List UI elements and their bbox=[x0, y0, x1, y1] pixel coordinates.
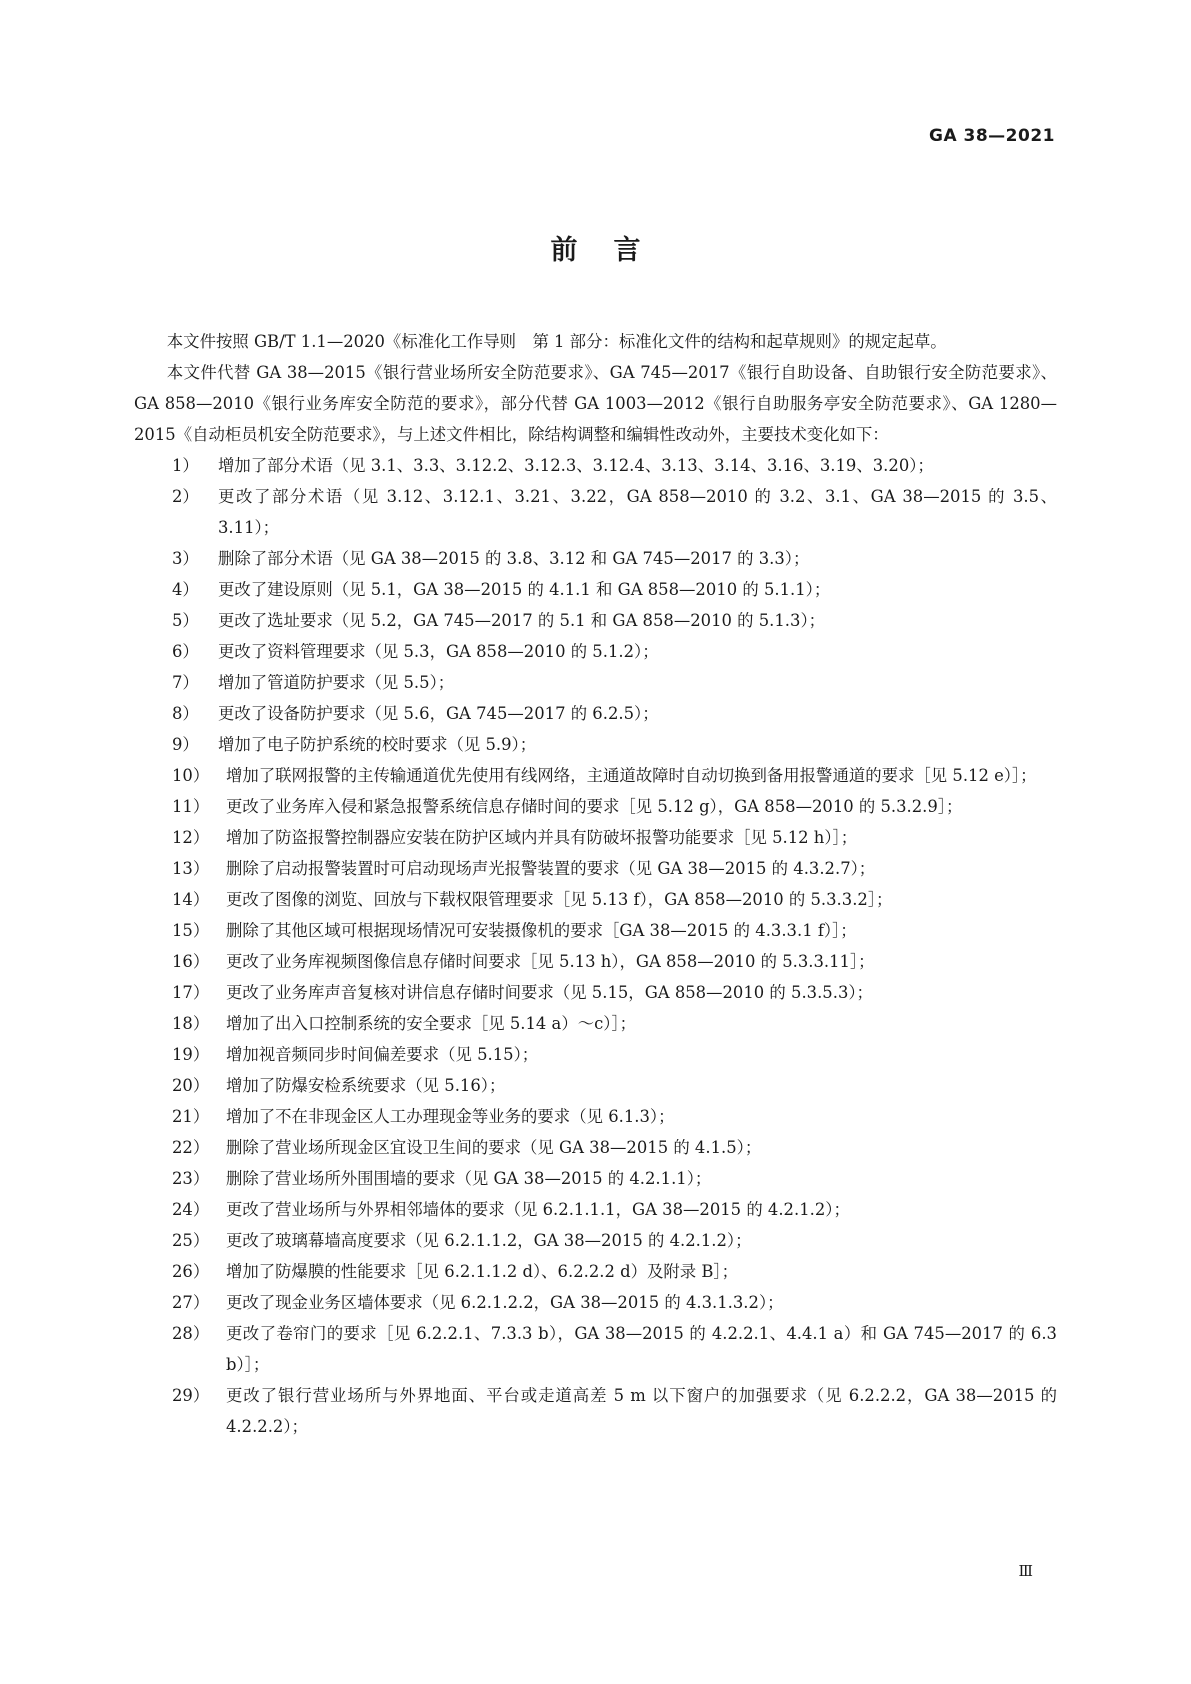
list-item-number: 6） bbox=[172, 642, 199, 661]
list-item bbox=[134, 791, 1057, 822]
list-item-number: 9） bbox=[172, 735, 199, 754]
list-item-number: 14） bbox=[172, 890, 210, 909]
list-item-text: 更改了选址要求（见 5.2，GA 745—2017 的 5.1 和 GA 858—2010 的 5.1.3）； bbox=[218, 611, 826, 630]
list-item-number: 2） bbox=[172, 487, 199, 506]
list-item bbox=[134, 1163, 1057, 1194]
list-item-text: 增加了部分术语（见 3.1、3.3、3.12.2、3.12.3、3.12.4、3.13、3.14、3.16、3.19、3.20）； bbox=[218, 456, 934, 475]
list-item bbox=[134, 1132, 1057, 1163]
list-item-text: 更改了业务库声音复核对讲信息存储时间要求（见 5.15，GA 858—2010 的 5.3.5.3）； bbox=[226, 983, 873, 1002]
list-item bbox=[134, 574, 1057, 605]
page-title: 前言 bbox=[550, 235, 677, 266]
list-item bbox=[134, 1194, 1057, 1225]
list-item-text: 更改了建设原则（见 5.1，GA 38—2015 的 4.1.1 和 GA 858—2010 的 5.1.1）； bbox=[218, 580, 831, 599]
list-item-text: 增加了防爆膜的性能要求［见 6.2.1.1.2 d）、6.2.2.2 d）及附录 B］； bbox=[226, 1262, 738, 1281]
list-item bbox=[134, 977, 1057, 1008]
list-item-number: 15） bbox=[172, 921, 210, 940]
list-item-text: 删除了启动报警装置时可启动现场声光报警装置的要求（见 GA 38—2015 的 4.3.2.7）； bbox=[226, 859, 876, 878]
list-item-number: 24） bbox=[172, 1200, 210, 1219]
list-item-text: 增加了电子防护系统的校时要求（见 5.9）； bbox=[218, 735, 537, 754]
technical-changes-list bbox=[134, 450, 1057, 1442]
list-item-text: 删除了其他区域可根据现场情况可安装摄像机的要求［GA 38—2015 的 4.3.3.1 f）］； bbox=[226, 921, 857, 940]
list-item-text: 更改了卷帘门的要求［见 6.2.2.1、7.3.3 b），GA 38—2015 的 4.2.2.1、4.4.1 a）和 GA 745—2017 的 6.3 b）］； bbox=[226, 1324, 1057, 1374]
list-item-text: 增加了联网报警的主传输通道优先使用有线网络，主通道故障时自动切换到备用报警通道的要求［见 5.12 e）］； bbox=[226, 766, 1037, 785]
standard-code: GA 38—2021 bbox=[928, 126, 1055, 146]
list-item-number: 23） bbox=[172, 1169, 210, 1188]
list-item bbox=[134, 853, 1057, 884]
list-item-text: 删除了营业场所外围围墙的要求（见 GA 38—2015 的 4.2.1.1）； bbox=[226, 1169, 712, 1188]
list-item-text: 更改了资料管理要求（见 5.3，GA 858—2010 的 5.1.2）； bbox=[218, 642, 659, 661]
list-item-text: 更改了图像的浏览、回放与下载权限管理要求［见 5.13 f），GA 858—2010 的 5.3.3.2］； bbox=[226, 890, 893, 909]
list-item-text: 增加了不在非现金区人工办理现金等业务的要求（见 6.1.3）； bbox=[226, 1107, 675, 1126]
list-item-number: 5） bbox=[172, 611, 199, 630]
list-item-text: 更改了部分术语（见 3.12、3.12.1、3.21、3.22，GA 858—2010 的 3.2、3.1、GA 38—2015 的 3.5、3.11）； bbox=[218, 487, 1057, 537]
list-item-text: 增加了防爆安检系统要求（见 5.16）； bbox=[226, 1076, 506, 1095]
list-item bbox=[134, 1287, 1057, 1318]
list-item bbox=[134, 946, 1057, 977]
list-item bbox=[134, 915, 1057, 946]
list-item-text: 更改了业务库入侵和紧急报警系统信息存储时间的要求［见 5.12 g），GA 858—2010 的 5.3.2.9］； bbox=[226, 797, 963, 816]
list-item-text: 增加了管道防护要求（见 5.5）； bbox=[218, 673, 455, 692]
list-item bbox=[134, 450, 1057, 481]
list-item-number: 22） bbox=[172, 1138, 210, 1157]
paragraph-replacement-statement: 本文件代替 GA 38—2015《银行营业场所安全防范要求》、GA 745—2017《银行自助设备、自助银行安全防范要求》、GA 858—2010《银行业务库安全防范的要求》，部分代替 GA 1003—2012《银行自助服务亭安全防范要求》、GA 1280—2015《自动柜员机安全防范要求》，与上述文件相比，除结构调整和编辑性改动外，主要技术变化如下： bbox=[134, 363, 1057, 444]
list-item-number: 17） bbox=[172, 983, 210, 1002]
list-item-text: 增加视音频同步时间偏差要求（见 5.15）； bbox=[226, 1045, 539, 1064]
list-item-text: 更改了设备防护要求（见 5.6，GA 745—2017 的 6.2.5）； bbox=[218, 704, 659, 723]
list-item-number: 11） bbox=[172, 797, 210, 816]
list-item-number: 19） bbox=[172, 1045, 210, 1064]
list-item-number: 10） bbox=[172, 766, 210, 785]
list-item bbox=[134, 760, 1057, 791]
list-item bbox=[134, 605, 1057, 636]
list-item-number: 3） bbox=[172, 549, 199, 568]
list-item-number: 20） bbox=[172, 1076, 210, 1095]
list-item bbox=[134, 884, 1057, 915]
list-item bbox=[134, 1256, 1057, 1287]
list-item-text: 更改了现金业务区墙体要求（见 6.2.1.2.2，GA 38—2015 的 4.3.1.3.2）； bbox=[226, 1293, 784, 1312]
list-item bbox=[134, 543, 1057, 574]
list-item bbox=[134, 1039, 1057, 1070]
foreword-body bbox=[134, 326, 1057, 1442]
list-item-text: 删除了营业场所现金区宜设卫生间的要求（见 GA 38—2015 的 4.1.5）； bbox=[226, 1138, 762, 1157]
list-item-text: 更改了业务库视频图像信息存储时间要求［见 5.13 h），GA 858—2010 的 5.3.3.11］； bbox=[226, 952, 875, 971]
list-item-text: 更改了营业场所与外界相邻墙体的要求（见 6.2.1.1.1，GA 38—2015 的 4.2.1.2）； bbox=[226, 1200, 850, 1219]
list-item bbox=[134, 636, 1057, 667]
list-item-number: 4） bbox=[172, 580, 199, 599]
list-item bbox=[134, 1008, 1057, 1039]
list-item-number: 28） bbox=[172, 1324, 210, 1343]
list-item bbox=[134, 1225, 1057, 1256]
list-item bbox=[134, 729, 1057, 760]
list-item-number: 7） bbox=[172, 673, 199, 692]
list-item-number: 1） bbox=[172, 456, 199, 475]
list-item-number: 16） bbox=[172, 952, 210, 971]
list-item-number: 25） bbox=[172, 1231, 210, 1250]
list-item-text: 增加了出入口控制系统的安全要求［见 5.14 a）～c）］； bbox=[226, 1014, 637, 1033]
list-item-number: 13） bbox=[172, 859, 210, 878]
list-item bbox=[134, 1380, 1057, 1442]
list-item-text: 更改了玻璃幕墙高度要求（见 6.2.1.1.2，GA 38—2015 的 4.2.1.2）； bbox=[226, 1231, 752, 1250]
list-item bbox=[134, 1318, 1057, 1380]
list-item bbox=[134, 698, 1057, 729]
list-item-number: 12） bbox=[172, 828, 210, 847]
list-item bbox=[134, 822, 1057, 853]
list-item-text: 更改了银行营业场所与外界地面、平台或走道高差 5 m 以下窗户的加强要求（见 6.2.2.2，GA 38—2015 的 4.2.2.2）； bbox=[226, 1386, 1057, 1436]
list-item-number: 29） bbox=[172, 1386, 210, 1405]
list-item-number: 26） bbox=[172, 1262, 210, 1281]
list-item-number: 8） bbox=[172, 704, 199, 723]
list-item-number: 21） bbox=[172, 1107, 210, 1126]
list-item-text: 删除了部分术语（见 GA 38—2015 的 3.8、3.12 和 GA 745—2017 的 3.3）； bbox=[218, 549, 810, 568]
list-item bbox=[134, 481, 1057, 543]
list-item bbox=[134, 1070, 1057, 1101]
list-item bbox=[134, 1101, 1057, 1132]
page-number: Ⅲ bbox=[1018, 1562, 1033, 1580]
list-item-number: 18） bbox=[172, 1014, 210, 1033]
list-item bbox=[134, 667, 1057, 698]
paragraph-drafting-basis: 本文件按照 GB/T 1.1—2020《标准化工作导则 第 1 部分：标准化文件的结构和起草规则》的规定起草。 bbox=[166, 332, 947, 351]
list-item-text: 增加了防盗报警控制器应安装在防护区域内并具有防破坏报警功能要求［见 5.12 h）］； bbox=[226, 828, 858, 847]
list-item-number: 27） bbox=[172, 1293, 210, 1312]
